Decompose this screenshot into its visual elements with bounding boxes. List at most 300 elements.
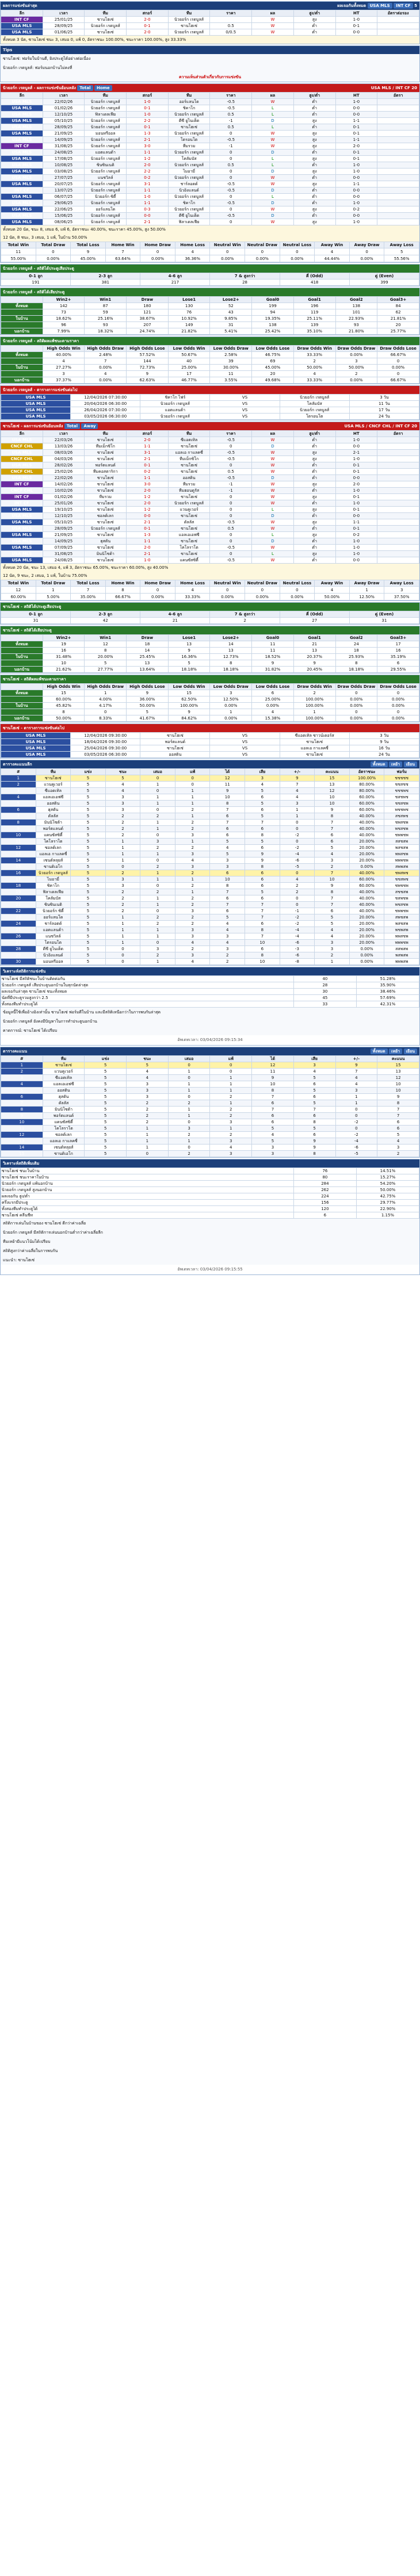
grid-cell: 12.73%: [210, 654, 252, 660]
match-date: 08/06/25: [43, 219, 85, 225]
home-team[interactable]: แนชวิลล์: [85, 175, 127, 181]
league-team-name[interactable]: ออสติน: [36, 801, 71, 807]
away-team[interactable]: ซีแอตเทิล: [168, 437, 210, 443]
home-team[interactable]: นิวยอร์ก เรดบูลส์: [85, 219, 127, 225]
grid-col-header: Goal0: [252, 297, 294, 303]
league-rank: 12: [1, 1132, 43, 1138]
home-team[interactable]: พอร์ตแลนด์: [140, 739, 210, 745]
home-team[interactable]: นิวยอร์ก เรดบูลส์: [85, 200, 127, 206]
league-team-name[interactable]: แอตแลนต้า: [36, 927, 71, 933]
away-team[interactable]: ซานโฮเซ่: [168, 124, 210, 131]
league-cell: 2: [105, 813, 140, 820]
grid-col-header: Goal0: [252, 635, 294, 641]
away-team[interactable]: ซานโฮเซ่: [168, 551, 210, 557]
league-rank: 6: [1, 807, 36, 813]
league-cell: 5: [85, 1151, 127, 1157]
away-team[interactable]: ซีแอตเทิล ซาวน์เดอร์ส: [280, 733, 349, 739]
league-team-name[interactable]: พอร์ตแลนด์: [43, 1113, 85, 1119]
league-cell: 1: [127, 1126, 169, 1132]
score: 1-1: [127, 150, 169, 156]
totals-value: 0: [140, 587, 175, 594]
recent-row: [1, 156, 419, 162]
grid-cell: 50.00%: [293, 365, 335, 371]
league-cell: 7: [210, 807, 245, 813]
half-time: 0-1: [335, 131, 377, 137]
tab-total[interactable]: Total: [64, 423, 80, 429]
away-team[interactable]: นิวยอร์ก เรดบูลส์: [168, 194, 210, 200]
half-time: 0-0: [335, 513, 377, 519]
league-team-name[interactable]: เซนต์หลุยส์: [36, 858, 71, 864]
home-team[interactable]: มอนทรีออล: [85, 131, 127, 137]
grid-cell: 40.00%: [43, 352, 85, 358]
league-team-name[interactable]: แอลเอเอฟซี: [36, 794, 71, 801]
league-team-name[interactable]: ออสติน: [43, 1088, 85, 1094]
league-row: [1, 889, 419, 895]
home-team[interactable]: ซานโฮเซ่: [85, 500, 127, 507]
league-team-name[interactable]: ซานดิเอโก: [43, 1151, 85, 1157]
away-team[interactable]: โคลัมบัส: [280, 401, 349, 407]
over-under: สูง: [293, 456, 335, 462]
score: 0-1: [127, 23, 169, 29]
tab-away[interactable]: Away: [81, 423, 98, 429]
grid-cell: 0.00%: [335, 703, 377, 709]
totals-col-header: Home Win: [105, 242, 140, 248]
match-date: 19/10/25: [43, 507, 85, 513]
league-rank: 17: [1, 876, 36, 883]
home-team[interactable]: ซานโฮเซ่: [85, 475, 127, 481]
count-select[interactable]: 20: [411, 86, 417, 90]
home-team[interactable]: ซานโฮเซ่: [85, 507, 127, 513]
away-team[interactable]: นิวยอร์ก เรดบูลส์: [168, 206, 210, 213]
league-cell: 7: [252, 1107, 294, 1113]
home-team[interactable]: ซานโฮเซ่: [85, 545, 127, 551]
league-team-name[interactable]: โคโลราโด: [43, 1126, 85, 1132]
league-team-name[interactable]: แวนคูเวอร์: [43, 1069, 85, 1075]
league-cell: 0: [105, 864, 140, 870]
league-table-title: ตารางคะแนนลีก: [3, 762, 32, 767]
home-team[interactable]: นิวยอร์ก เรดบูลส์: [85, 143, 127, 150]
grid-cell: 9: [293, 660, 335, 667]
away-team[interactable]: นิวยอร์ก เรดบูลส์: [168, 175, 210, 181]
home-team[interactable]: นิวยอร์ก เรดบูลส์: [85, 99, 127, 105]
home-team[interactable]: นิวยอร์ก เรดบูลส์: [85, 187, 127, 194]
league-team-name[interactable]: มินนิโซต้า: [43, 1107, 85, 1113]
half-time: 1-1: [335, 181, 377, 187]
away-team[interactable]: ทีมเม็กซิโก: [168, 456, 210, 462]
away-team[interactable]: โคลัมบัส: [168, 156, 210, 162]
league-cell: 1: [127, 1138, 169, 1145]
grid-row: [1, 654, 419, 660]
league-team-name[interactable]: ซอลต์เลก: [43, 1132, 85, 1138]
league-team-name[interactable]: แวนคูเวอร์: [36, 782, 71, 788]
half-time: 1-0: [335, 200, 377, 206]
away-team[interactable]: นิวอิงแลนด์: [168, 187, 210, 194]
home_goals-section: [0, 264, 420, 286]
away-team[interactable]: ดีซี ยูไนเต็ด: [168, 118, 210, 124]
league-team-name[interactable]: ไมอามี่: [36, 876, 71, 883]
away-team[interactable]: แอลเอ กาแลคซี่: [280, 745, 349, 752]
away-team[interactable]: แอลเอ กาแลคซี่: [168, 450, 210, 456]
league-tab[interactable]: เหย้า: [389, 761, 402, 767]
league-team-name[interactable]: นิวยอร์ก เรดบูลส์: [36, 870, 71, 876]
league-cell: 1: [210, 1081, 252, 1088]
match-date: 17/08/25: [43, 156, 85, 162]
home-team[interactable]: ซานโฮเซ่: [85, 17, 127, 23]
league-cell: 40.00%: [349, 832, 384, 839]
league-team-name[interactable]: ชาร์ลอตต์: [36, 921, 71, 927]
match-date: 29/06/25: [43, 200, 85, 206]
league-filter-usa[interactable]: USA MLS: [368, 3, 392, 9]
home-team[interactable]: นิวยอร์ก เรดบูลส์: [140, 401, 210, 407]
away-team[interactable]: นิวยอร์ก เรดบูลส์: [168, 500, 210, 507]
league-team-name[interactable]: ฮุสตัน: [36, 807, 71, 813]
away-team[interactable]: ซานโฮเซ่: [168, 494, 210, 500]
away-team[interactable]: นิวยอร์ก เรดบูลส์: [168, 150, 210, 156]
league-cell: 1: [335, 1094, 377, 1100]
league-team-name[interactable]: พอร์ตแลนด์: [36, 826, 71, 832]
count-select[interactable]: 5: [414, 3, 417, 8]
score: 2-1: [127, 456, 169, 462]
home-team[interactable]: ซานโฮเซ่: [85, 29, 127, 36]
away-team[interactable]: ทีมฮอนดูรัส: [168, 488, 210, 494]
league-cell: ชพพชพ: [384, 832, 419, 839]
home-team[interactable]: ชิคาโก ไฟร์: [140, 395, 210, 401]
home-team[interactable]: ซานโฮเซ่: [140, 745, 210, 752]
handicap: -0.5: [210, 213, 252, 219]
league2-tab[interactable]: เหย้า: [389, 1048, 402, 1054]
league-tab[interactable]: เยือน: [404, 761, 417, 767]
home-team[interactable]: ซานโฮเซ่: [85, 437, 127, 443]
away-team[interactable]: ซานโฮเซ่: [168, 526, 210, 532]
league2-col-header: คะแนน: [377, 1056, 419, 1062]
league-badge: USA MLS: [1, 545, 43, 551]
recent-header-row: [1, 93, 419, 99]
league-tab[interactable]: ทั้งหมด: [371, 761, 388, 767]
league-cell: 2: [140, 952, 175, 959]
home-team[interactable]: ซานโฮเซ่: [85, 450, 127, 456]
league-cell: 2: [175, 921, 210, 927]
home-team[interactable]: แอตแลนต้า: [140, 407, 210, 414]
totals-value: 5: [384, 248, 419, 255]
over-under: ต่ำ: [293, 488, 335, 494]
league-cell: 7: [315, 902, 350, 908]
away-team[interactable]: แวนคูเวอร์: [168, 507, 210, 513]
away-team[interactable]: แคนซัสซิตี้: [168, 557, 210, 564]
league-cell: 2: [210, 1107, 252, 1113]
away-team[interactable]: ชิคาโก: [168, 105, 210, 112]
away-team[interactable]: ชาร์ลอตต์: [168, 181, 210, 187]
home-team[interactable]: ซานโฮเซ่: [140, 733, 210, 739]
league-cell: 20.00%: [349, 851, 384, 858]
league-cell: 1: [280, 813, 315, 820]
league-cell: 6: [210, 908, 245, 914]
grid-row-label: ในบ้าน: [1, 316, 43, 322]
grid-row: [1, 696, 419, 703]
home-team[interactable]: ซานโฮเซ่: [85, 519, 127, 526]
away-team[interactable]: นิวยอร์ก เรดบูลส์: [280, 395, 349, 401]
grid-cell: 13.64%: [127, 667, 169, 673]
h2h-filter-label[interactable]: ผลเจอกันทั้งหมด: [337, 3, 366, 8]
odds-cell: [377, 532, 419, 538]
half-time: 0-1: [335, 462, 377, 469]
away-team[interactable]: ซานโฮเซ่: [168, 462, 210, 469]
league-cell: พสชสพ: [384, 921, 419, 927]
away-team[interactable]: ออสติน: [168, 475, 210, 481]
tips-warning: ความเห็นส่วนตัวเกี่ยวกับการแข่งขัน: [1, 72, 419, 82]
league-filter-intcf[interactable]: INT CF: [394, 3, 413, 9]
half-time: 2-0: [335, 481, 377, 488]
league-cell: 5: [85, 1113, 127, 1119]
away_recent-summary-1: ทั้งหมด 20 นัด, ชนะ 13, เสมอ 4, แพ้ 3, อัตราชนะ 65.00%, ชนะราคา 60.00%, สูง 40.00%: [1, 564, 419, 572]
league-team-name[interactable]: นิวยอร์ก ซิตี้: [36, 908, 71, 914]
league-cell: 5: [71, 839, 106, 845]
league-badge: USA MLS: [1, 112, 43, 118]
league-cell: 0: [168, 1075, 210, 1081]
home-team[interactable]: นิวยอร์ก เรดบูลส์: [85, 526, 127, 532]
league-cell: 1: [175, 801, 210, 807]
grid-cell: 2.48%: [85, 352, 127, 358]
league-team-name[interactable]: เซนต์หลุยส์: [43, 1145, 85, 1151]
league-team-name[interactable]: แอลเอเอฟซี: [43, 1081, 85, 1088]
league-team-name[interactable]: มินนิโซต้า: [36, 820, 71, 826]
home-team[interactable]: ทีมเม็กซิโก: [85, 443, 127, 450]
league-team-name[interactable]: ออร์แลนโด: [36, 914, 71, 921]
away-team[interactable]: ซานโฮเซ่: [168, 23, 210, 29]
league-cell: 40.00%: [349, 902, 384, 908]
totals-col-header: Away Draw: [349, 580, 384, 587]
away_recent-table: [1, 430, 419, 564]
analysis-row: [1, 1206, 419, 1212]
league-filter[interactable]: USA MLS / CNCF CHL / INT CF: [344, 424, 410, 428]
league-badge: USA MLS: [1, 137, 43, 143]
totals-value: 0: [36, 248, 71, 255]
away-team[interactable]: นิวยอร์ก เรดบูลส์: [280, 407, 349, 414]
handicap: 0: [210, 194, 252, 200]
league-team-name[interactable]: ซีแอตเทิล: [43, 1075, 85, 1081]
league-cell: 5: [71, 876, 106, 883]
league-cell: 0: [168, 1145, 210, 1151]
home-team[interactable]: นิวยอร์ก เรดบูลส์: [85, 213, 127, 219]
analysis-count: 284: [293, 1181, 356, 1187]
away-team[interactable]: ออร์แลนโด: [168, 99, 210, 105]
home-team[interactable]: พอร์ตแลนด์: [85, 462, 127, 469]
league-team-name[interactable]: ซินซินเนติ: [36, 902, 71, 908]
league-team-name[interactable]: ดัลลัส: [43, 1100, 85, 1107]
away-team[interactable]: ซานโฮเซ่: [168, 443, 210, 450]
home-team[interactable]: นิวยอร์ก ซิตี้: [85, 194, 127, 200]
league-rank: 5: [1, 801, 36, 807]
home-team[interactable]: ซานโฮเซ่: [85, 481, 127, 488]
league-team-name[interactable]: ฟิลาเดลเฟีย: [36, 889, 71, 895]
tab-total[interactable]: Total: [77, 85, 93, 91]
score: 2-0: [127, 488, 169, 494]
league-team-name[interactable]: ซานดิเอโก: [36, 864, 71, 870]
home-team[interactable]: นิวยอร์ก เรดบูลส์: [140, 414, 210, 420]
h2h-section: [0, 1, 420, 44]
away-team[interactable]: โตรอนโต: [280, 414, 349, 420]
league-team-name[interactable]: แคนซัสซิตี้: [36, 832, 71, 839]
home-team[interactable]: ฮุสตัน: [85, 538, 127, 545]
grid-cell: 138: [335, 303, 377, 309]
league-team-name[interactable]: โคลัมบัส: [36, 895, 71, 902]
away-team[interactable]: โตรอนโต: [168, 137, 210, 143]
result: W: [252, 29, 294, 36]
away-team[interactable]: นิวยอร์ก เรดบูลส์: [168, 162, 210, 169]
away-team[interactable]: นิวยอร์ก เรดบูลส์: [168, 29, 210, 36]
away-team[interactable]: ฟิลาเดลเฟีย: [168, 219, 210, 225]
home-team[interactable]: ซานโฮเซ่: [85, 557, 127, 564]
grid-cell: 59: [85, 309, 127, 316]
league-team-name[interactable]: นิวอิงแลนด์: [36, 952, 71, 959]
league-cell: 0: [280, 839, 315, 845]
league-filter[interactable]: USA MLS / INT CF: [371, 86, 410, 90]
odds-cell: [377, 124, 419, 131]
away-team[interactable]: ซานโฮเซ่: [168, 469, 210, 475]
away-team[interactable]: ดัลลัส: [168, 519, 210, 526]
away-team[interactable]: ซานโฮเซ่: [168, 513, 210, 519]
home-team[interactable]: ทีมคอสตาริกา: [85, 469, 127, 475]
home-team[interactable]: นิวยอร์ก เรดบูลส์: [85, 137, 127, 143]
grid-row-label: [1, 709, 43, 715]
league-team-name[interactable]: แอลเอ กาแลคซี่: [36, 851, 71, 858]
league-team-name[interactable]: ดีซี ยูไนเต็ด: [36, 946, 71, 952]
grid-cell: 24.74%: [127, 328, 169, 335]
league-table: [1, 768, 419, 965]
league-cell: 13: [377, 1069, 419, 1075]
match-date: 10/08/25: [43, 162, 85, 169]
league2-col-header: เสมอ: [168, 1056, 210, 1062]
recent-row: [1, 437, 419, 443]
over-under: ต่ำ: [293, 475, 335, 481]
half-time: 0-0: [335, 29, 377, 36]
league-cell: 2: [175, 845, 210, 851]
league-cell: 6: [293, 1132, 335, 1138]
away-team[interactable]: ไมอามี่: [168, 169, 210, 175]
grid-col-header: Goal1: [293, 297, 335, 303]
league-cell: 5: [315, 921, 350, 927]
league-team-name[interactable]: ดัลลัส: [36, 813, 71, 820]
league-team-name[interactable]: ฮุสตัน: [43, 1094, 85, 1100]
league-team-name[interactable]: ซานโฮเซ่: [43, 1062, 85, 1069]
away-team[interactable]: นิวยอร์ก เรดบูลส์: [168, 17, 210, 23]
score: 1-2: [127, 494, 169, 500]
over-under: ต่ำ: [293, 469, 335, 475]
odds-cell: [377, 500, 419, 507]
recent-row: [1, 450, 419, 456]
score: 0-1: [127, 105, 169, 112]
home-team[interactable]: แอตแลนต้า: [85, 150, 127, 156]
league-rank: 3: [1, 1075, 43, 1081]
away-team[interactable]: ทีมรวม: [168, 143, 210, 150]
home-team[interactable]: ออร์แลนโด: [85, 206, 127, 213]
home-team[interactable]: ทีมรวม: [85, 494, 127, 500]
away-team[interactable]: นิวยอร์ก เรดบูลส์: [168, 131, 210, 137]
league2-tab[interactable]: ทั้งหมด: [371, 1048, 388, 1054]
league-team-name[interactable]: แอลเอ กาแลคซี่: [43, 1138, 85, 1145]
home-team[interactable]: นิวยอร์ก เรดบูลส์: [85, 181, 127, 187]
league-cell: 1: [105, 940, 140, 946]
home-team[interactable]: ซานโฮเซ่: [85, 456, 127, 462]
home-team[interactable]: ซานโฮเซ่: [85, 488, 127, 494]
result: L: [252, 156, 294, 162]
away-team[interactable]: ซานโฮเซ่: [280, 752, 349, 758]
grid-cell: 119: [293, 309, 335, 316]
grid-cell: 18.18%: [335, 667, 377, 673]
result: W: [252, 519, 294, 526]
home-team[interactable]: มินนิโซต้า: [85, 551, 127, 557]
home-team[interactable]: ออสติน: [140, 752, 210, 758]
league-row: [1, 921, 419, 927]
league-team-name[interactable]: แนชวิลล์: [36, 933, 71, 940]
away-team[interactable]: ซานโฮเซ่: [280, 739, 349, 745]
league-badge: USA MLS: [1, 532, 43, 538]
home-team[interactable]: ซานโฮเซ่: [85, 532, 127, 538]
home-team[interactable]: นิวยอร์ก เรดบูลส์: [85, 23, 127, 29]
away-team[interactable]: ซานโฮเซ่: [168, 538, 210, 545]
tab-home[interactable]: Home: [94, 85, 112, 91]
league-team-name[interactable]: มอนทรีออล: [36, 959, 71, 965]
away-team[interactable]: ชิคาโก: [168, 200, 210, 206]
grid-cell: 96: [43, 322, 85, 328]
league-team-name[interactable]: แคนซัสซิตี้: [43, 1119, 85, 1126]
home-team[interactable]: นิวยอร์ก เรดบูลส์: [85, 124, 127, 131]
away_win-table: [1, 634, 419, 673]
home-team[interactable]: นิวยอร์ก เรดบูลส์: [85, 156, 127, 162]
home-team[interactable]: นิวยอร์ก เรดบูลส์: [85, 169, 127, 175]
half-time: 0-0: [335, 187, 377, 194]
league-team-name[interactable]: ซอลต์เลก: [36, 845, 71, 851]
odds-cell: [377, 437, 419, 443]
home-team[interactable]: นิวยอร์ก เรดบูลส์: [85, 105, 127, 112]
home-team[interactable]: ซินซินเนติ: [85, 162, 127, 169]
home-team[interactable]: นิวยอร์ก เรดบูลส์: [85, 118, 127, 124]
odds-cell: [377, 513, 419, 519]
league-cell: 5: [71, 820, 106, 826]
league-team-name[interactable]: โตรอนโต: [36, 940, 71, 946]
analysis-note: นิวยอร์ก เรดบูลส์ มีสถิติการเล่นนอกบ้านต่ำกว่าค่าเฉลี่ยลีก: [1, 1228, 419, 1237]
analysis-pct: 54.20%: [356, 1181, 419, 1187]
odds-cell: [377, 187, 419, 194]
home-team[interactable]: ฟิลาเดลเฟีย: [85, 112, 127, 118]
away-team[interactable]: ทีมรวม: [168, 481, 210, 488]
home-team[interactable]: ซอลต์เลก: [85, 513, 127, 519]
away-team[interactable]: โคโลราโด: [168, 545, 210, 551]
league-team-name[interactable]: ซีแอตเทิล: [36, 788, 71, 794]
league-team-name[interactable]: ชิคาโก: [36, 883, 71, 889]
home_recent-title: นิวยอร์ก เรดบูลส์ - ผลการแข่งขันย้อนหลัง: [3, 86, 76, 90]
result: W: [252, 99, 294, 105]
handicap: 0: [210, 206, 252, 213]
h2h-col-header: สูง/ต่ำ: [293, 10, 335, 17]
league-team-name[interactable]: ซานโฮเซ่: [36, 775, 71, 782]
away-team[interactable]: ดีซี ยูไนเต็ด: [168, 213, 210, 219]
totals-value: 0: [349, 248, 384, 255]
league-cell: 0: [280, 895, 315, 902]
league-cell: 9: [280, 775, 315, 782]
league-cell: 1: [105, 921, 140, 927]
away-team[interactable]: แอลเอเอฟซี: [168, 532, 210, 538]
league-team-name[interactable]: โคโลราโด: [36, 839, 71, 845]
grid-cell: 1: [293, 709, 335, 715]
count-select[interactable]: 20: [411, 424, 417, 428]
league-cell: 3: [175, 864, 210, 870]
league-rank: 7: [1, 813, 36, 820]
league-cell: พสพสพ: [384, 952, 419, 959]
league2-tab[interactable]: เยือน: [404, 1048, 417, 1054]
away-team[interactable]: นิวยอร์ก เรดบูลส์: [168, 112, 210, 118]
league-badge: USA MLS: [1, 156, 43, 162]
grid-cell: 139: [293, 322, 335, 328]
